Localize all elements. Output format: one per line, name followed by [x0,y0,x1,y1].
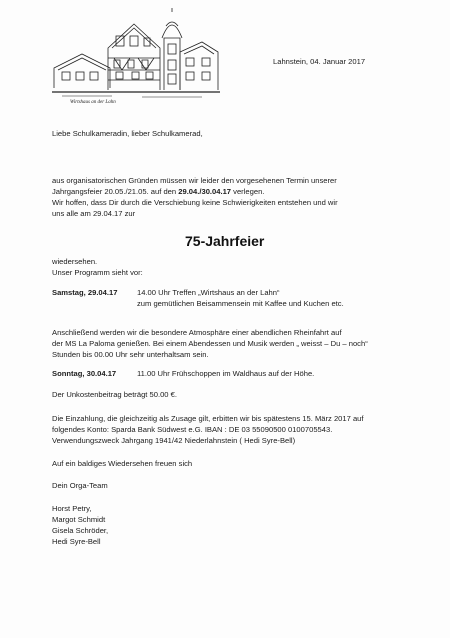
para2-line3: Stunden bis 00.00 Uhr sehr unterhaltsam sein. [52,350,209,359]
para1-line1: aus organisatorischen Gründen müssen wir leider den vorgesehenen Termin unserer [52,176,337,185]
saturday-line2: zum gemütlichen Beisammensein mit Kaffee und Kuchen etc. [137,299,344,308]
signatory-1: Horst Petry, [52,504,92,513]
signatory-4: Hedi Syre-Bell [52,537,101,546]
para3-line2: folgendes Konto: Sparda Bank Südwest e.G. IBAN : DE 03 55090500 0100705543. [52,425,333,434]
signatory-3: Gisela Schröder, [52,526,109,535]
para2-line1: Anschließend werden wir die besondere Atmosphäre einer abendlichen Rheinfahrt auf [52,328,342,337]
logo-caption: Wirtshaus an der Lahn [70,100,116,105]
para1-line2-post: verlegen. [231,187,265,196]
para1-line2-pre: Jahrgangsfeier 20.05./21.05. auf den [52,187,179,196]
sunday-text: 11.00 Uhr Frühschoppen im Waldhaus auf der Höhe. [137,369,315,378]
event-title: 75-Jahrfeier [185,233,265,249]
saturday-label: Samstag, 29.04.17 [52,288,118,297]
closing: Auf ein baldiges Wiedersehen freuen sich [52,459,193,468]
team: Dein Orga-Team [52,481,108,490]
place-date: Lahnstein, 04. Januar 2017 [273,57,366,66]
para3-line1: Die Einzahlung, die gleichzeitig als Zusage gilt, erbitten wir bis spätestens 15. März 2017 auf [52,414,364,423]
after-title: wiedersehen. [52,257,98,266]
program-intro: Unser Programm sieht vor: [52,268,143,277]
saturday-line1: 14.00 Uhr Treffen „Wirtshaus an der Lahn“ [137,288,280,297]
para1-line3: Wir hoffen, dass Dir durch die Verschiebung keine Schwierigkeiten entstehen und wir [52,198,338,207]
signatory-2: Margot Schmidt [52,515,106,524]
wirtshaus-logo [52,8,220,104]
new-dates: 29.04./30.04.17 [178,187,232,196]
para2-line2: der MS La Paloma genießen. Bei einem Abendessen und Musik werden „ weisst – Du – noch“ [52,339,368,348]
para1-line2 [52,187,264,198]
sunday-label: Sonntag, 30.04.17 [52,369,117,378]
salutation: Liebe Schulkameradin, lieber Schulkamerad, [52,129,203,138]
para1-line4: uns alle am 29.04.17 zur [52,209,136,218]
para3-line3: Verwendungszweck Jahrgang 1941/42 Niederlahnstein ( Hedi Syre-Bell) [52,436,296,445]
cost: Der Unkostenbeitrag beträgt 50.00 €. [52,390,177,399]
